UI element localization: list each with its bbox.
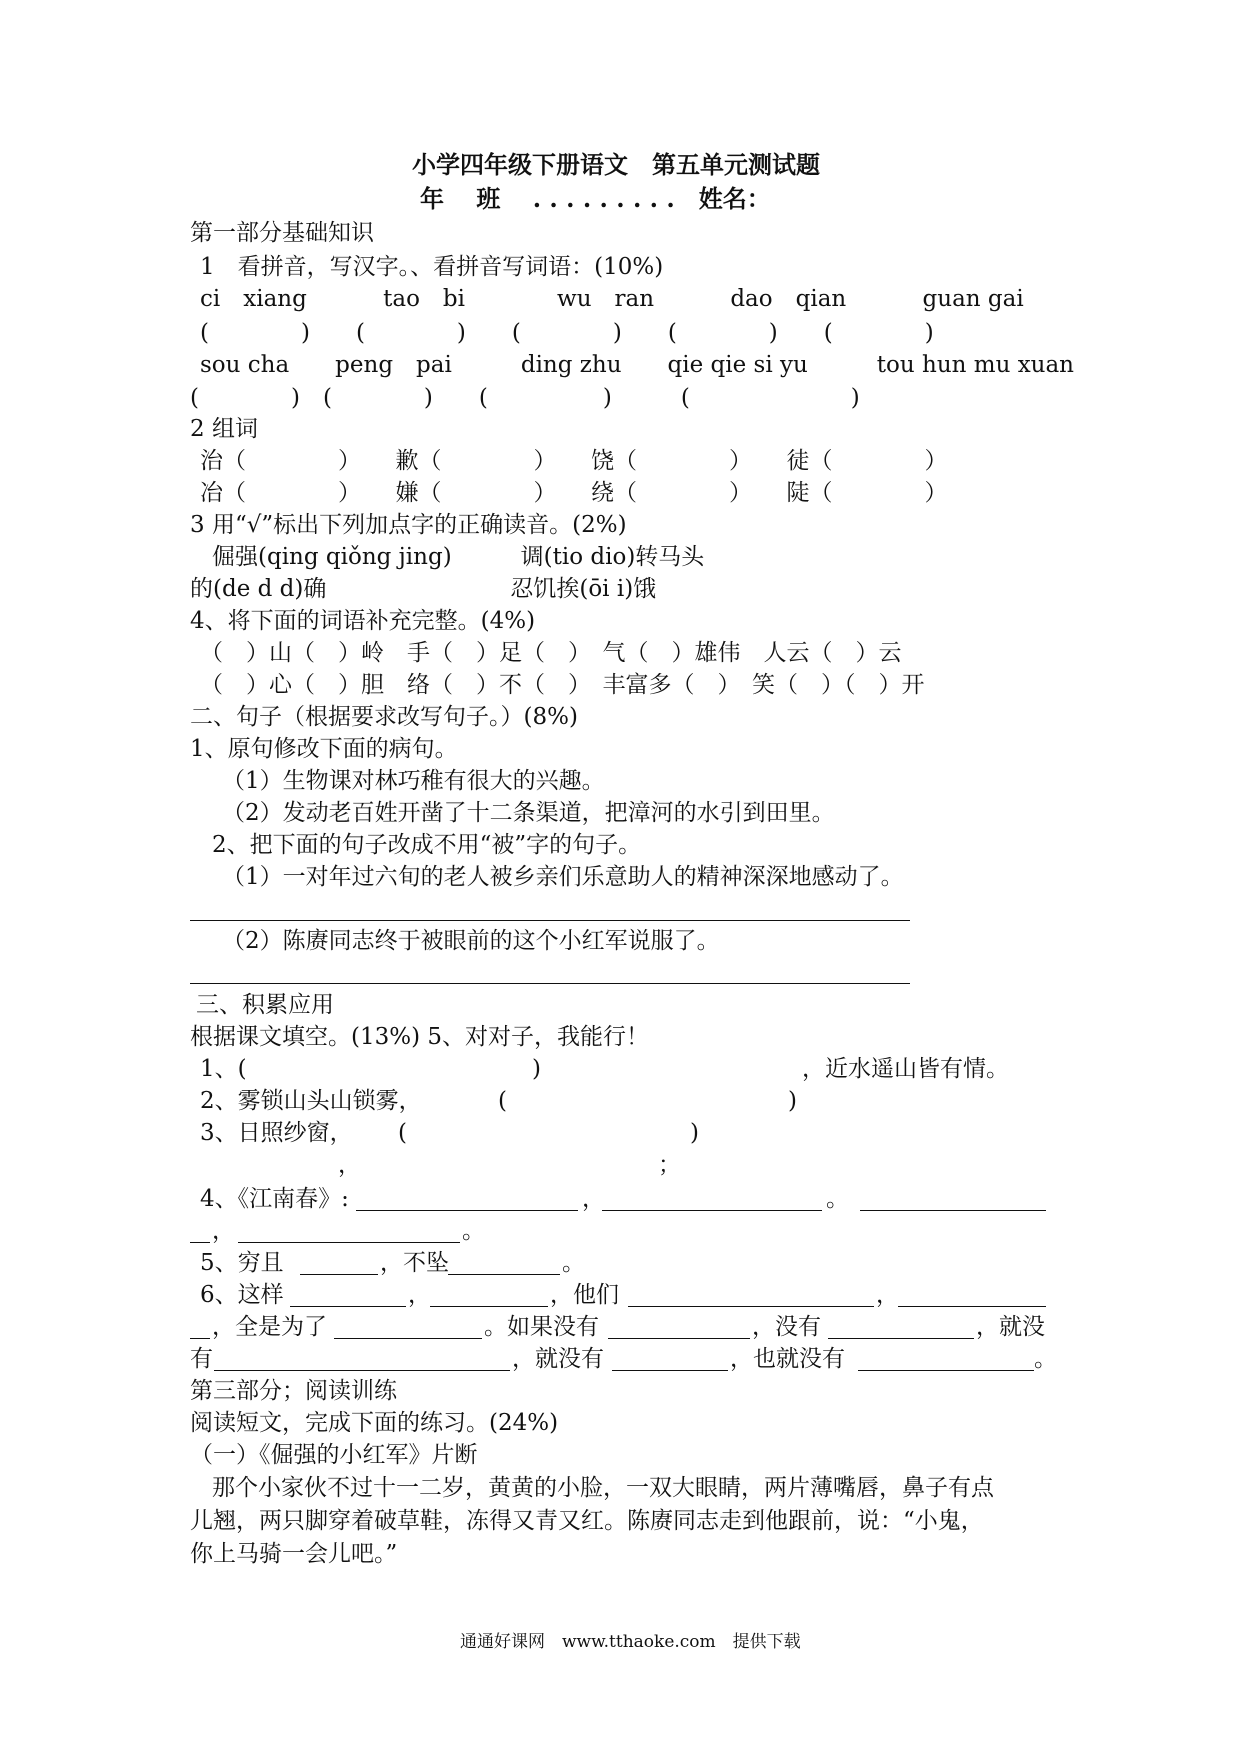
- fill-5-text-2: ，不坠: [380, 1250, 449, 1276]
- q2-row1: 治（ ） 歉（ ） 饶（ ） 徒（ ）: [200, 448, 948, 474]
- part2-heading: 二、句子（根据要求改写句子。）(8%): [190, 704, 578, 730]
- fill-4-period: 。: [826, 1186, 849, 1212]
- q1-pinyin-row2: sou cha peng pai ding zhu qie qie si yu tou hun mu xuan: [200, 352, 1074, 378]
- reading-paragraph-line: 儿翘，两只脚穿着破草鞋，冻得又青又红。陈赓同志走到他跟前，说：“小鬼，: [190, 1508, 984, 1534]
- fill-6-text-8: ，就没有: [512, 1346, 604, 1372]
- blank: [858, 1370, 1034, 1371]
- class-name-line: 年 班 . . . . . . . . . 姓名：: [420, 184, 771, 213]
- q1-brackets-row2: ( ) ( ) ( ) ( ): [190, 385, 860, 411]
- footer-credit: 通通好课网 www.tthaoke.com 提供下载: [460, 1632, 801, 1652]
- fill-4-comma: ，: [582, 1186, 605, 1212]
- fill-6-text-9: ，也就没有: [730, 1346, 845, 1372]
- q3-row1: 倔强(qing qiǒng jing) 调(tio dio)转马头: [212, 544, 705, 570]
- part3-heading: 三、积累应用: [196, 992, 334, 1018]
- fill-3-semicolon: ；: [658, 1152, 681, 1178]
- part2-q1-a: （1）生物课对林巧稚有很大的兴趣。: [222, 768, 605, 794]
- blank: [190, 1338, 210, 1339]
- part3-intro: 根据课文填空。(13%) 5、对对子，我能行！: [190, 1024, 650, 1050]
- blank: [612, 1370, 728, 1371]
- q3-row2: 的(de d d)确 忍饥挨(ōi i)饿: [190, 576, 657, 602]
- blank: [602, 1210, 822, 1211]
- fill-6-comma: ，: [408, 1282, 431, 1308]
- fill-6-text-5: ，没有: [752, 1314, 821, 1340]
- fill-6-text-6: ，就没: [976, 1314, 1045, 1340]
- fill-1-text: ，近水遥山皆有情。: [802, 1056, 1009, 1082]
- fill-3-bracket-close: ): [690, 1120, 699, 1146]
- fill-2-bracket-open: (: [498, 1088, 507, 1114]
- blank: [860, 1210, 1046, 1211]
- blank: [290, 1306, 406, 1307]
- part2-q1-label: 1、原句修改下面的病句。: [190, 736, 458, 762]
- blank: [238, 1242, 460, 1243]
- fill-3-comma: ，: [338, 1152, 361, 1178]
- reading-paragraph-line: 你上马骑一会儿吧。”: [190, 1541, 398, 1567]
- answer-line: [190, 983, 910, 984]
- reading-paragraph-line: 那个小家伙不过十一二岁，黄黄的小脸，一双大眼睛，两片薄嘴唇，鼻子有点: [212, 1475, 994, 1501]
- fill-1-bracket-close: ): [532, 1056, 541, 1082]
- fill-3-bracket-open: (: [398, 1120, 407, 1146]
- q2-row2: 冶（ ） 嫌（ ） 绕（ ） 陡（ ）: [200, 480, 948, 506]
- blank: [334, 1338, 482, 1339]
- q2-label: 2 组词: [190, 416, 258, 442]
- part2-q2-a: （1）一对年过六旬的老人被乡亲们乐意助人的精神深深地感动了。: [222, 864, 904, 890]
- fill-5-text: 5、穷且: [200, 1250, 284, 1276]
- fill-4-comma-2: ，: [212, 1218, 235, 1244]
- fill-6-text-4: 。如果没有: [484, 1314, 599, 1340]
- fill-6-text-2: ，他们: [550, 1282, 619, 1308]
- blank: [430, 1306, 548, 1307]
- q1-label: 1 看拼音，写汉字。、看拼音写词语：(10%): [200, 254, 664, 280]
- fill-3-text: 3、日照纱窗，: [200, 1120, 353, 1146]
- part2-q2-b: （2）陈赓同志终于被眼前的这个小红军说服了。: [222, 928, 720, 954]
- blank: [214, 1370, 510, 1371]
- blank: [828, 1338, 974, 1339]
- fill-6-text-3: ，全是为了: [212, 1314, 327, 1340]
- blank: [898, 1306, 1046, 1307]
- fill-2-text: 2、雾锁山头山锁雾，: [200, 1088, 422, 1114]
- part2-q2-label: 2、把下面的句子改成不用“被”字的句子。: [212, 832, 642, 858]
- fill-6-text-7: 有: [190, 1346, 213, 1372]
- answer-line: [190, 920, 910, 921]
- q1-pinyin-row1: ci xiang tao bi wu ran dao qian guan gai: [200, 286, 1024, 312]
- fill-1-number: 1、(: [200, 1056, 247, 1082]
- q4-row1: （ ）山（ ）岭 手（ ）足（ ） 气（ ）雄伟 人云（ ）云: [200, 640, 902, 666]
- blank: [448, 1274, 560, 1275]
- part2-q1-b: （2）发动老百姓开凿了十二条渠道，把漳河的水引到田里。: [222, 800, 835, 826]
- part4-intro: 阅读短文，完成下面的练习。(24%): [190, 1410, 559, 1436]
- fill-4-period-2: 。: [462, 1218, 485, 1244]
- fill-6-text: 6、这样: [200, 1282, 284, 1308]
- fill-2-bracket-close: ): [788, 1088, 797, 1114]
- blank: [628, 1306, 874, 1307]
- fill-4-label: 4、《江南春》:: [200, 1186, 349, 1212]
- part4-heading: 第三部分；阅读训练: [190, 1378, 397, 1404]
- blank: [300, 1274, 378, 1275]
- q4-row2: （ ）心（ ）胆 络（ ）不（ ） 丰富多（ ） 笑（ ）（ ）开: [200, 672, 925, 698]
- blank: [190, 1242, 210, 1243]
- q1-brackets-row1: ( ) ( ) ( ) ( ) ( ): [200, 320, 934, 346]
- blank: [608, 1338, 750, 1339]
- fill-6-period: 。: [1034, 1346, 1057, 1372]
- page-title: 小学四年级下册语文 第五单元测试题: [412, 150, 820, 179]
- fill-5-period: 。: [562, 1250, 585, 1276]
- blank: [356, 1210, 578, 1211]
- q4-label: 4、将下面的词语补充完整。(4%): [190, 608, 536, 634]
- part1-heading: 第一部分基础知识: [190, 220, 374, 246]
- fill-6-comma-2: ，: [876, 1282, 899, 1308]
- reading-section-title: （一）《倔强的小红军》片断: [190, 1442, 478, 1468]
- q3-label: 3 用“√”标出下列加点字的正确读音。(2%): [190, 512, 627, 538]
